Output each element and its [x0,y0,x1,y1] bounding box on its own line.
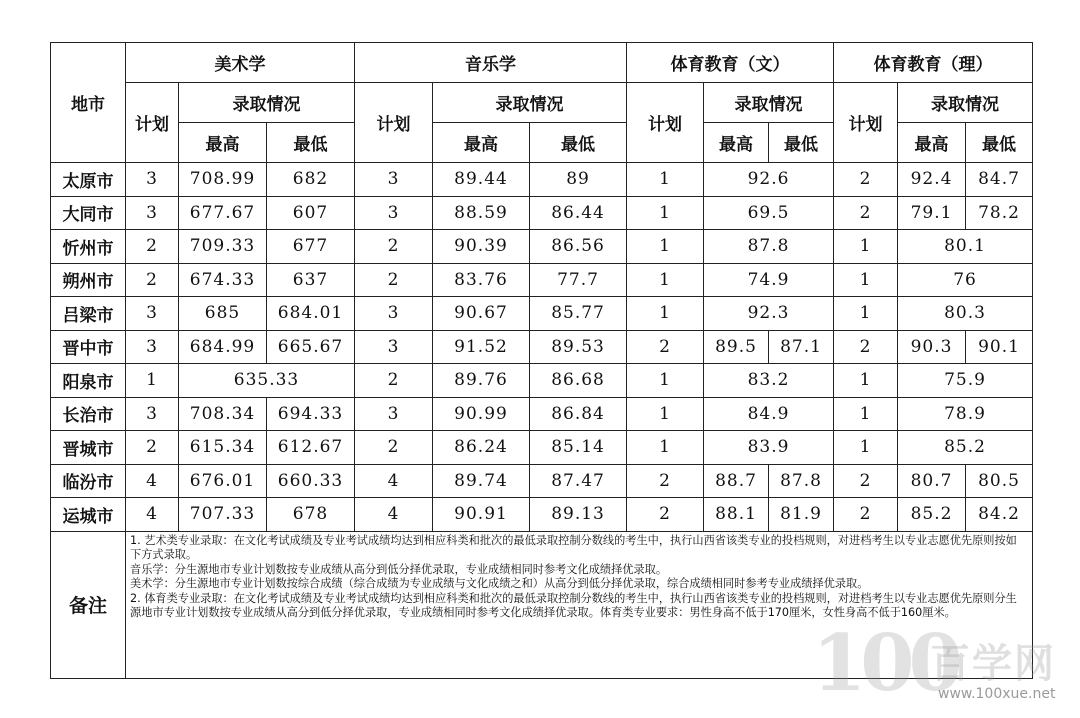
art-plan-cell: 4 [126,498,179,532]
header-music-high: 最高 [433,123,530,163]
remarks-text [126,531,1033,678]
music-low-cell: 85.77 [530,297,627,331]
city-cell: 晋中市 [51,330,126,364]
table-row [51,498,1033,532]
pe-li-score-cell: 78.9 [898,397,1033,431]
music-low-cell: 89.53 [530,330,627,364]
header-pe-wen-plan: 计划 [627,83,704,163]
city-cell: 晋城市 [51,431,126,465]
table-row [51,196,1033,230]
art-low-cell: 682 [267,163,355,197]
pe-li-plan-cell: 2 [834,330,898,364]
pe-li-score-cell: 85.2 [898,431,1033,465]
music-plan-cell: 2 [355,431,433,465]
art-low-cell: 677 [267,230,355,264]
pe-wen-low-cell: 87.8 [769,464,834,498]
art-plan-cell: 3 [126,330,179,364]
art-high-cell: 677.67 [179,196,267,230]
pe-li-plan-cell: 1 [834,364,898,398]
music-low-cell: 85.14 [530,431,627,465]
pe-li-plan-cell: 1 [834,397,898,431]
art-low-cell: 665.67 [267,330,355,364]
pe-li-plan-cell: 1 [834,230,898,264]
header-art-admission: 录取情况 [179,83,355,123]
remarks-label: 备注 [51,531,126,678]
table-row [51,364,1033,398]
music-plan-cell: 3 [355,196,433,230]
music-low-cell: 89 [530,163,627,197]
art-low-cell: 678 [267,498,355,532]
music-high-cell: 88.59 [433,196,530,230]
city-cell: 运城市 [51,498,126,532]
pe-li-plan-cell: 2 [834,498,898,532]
pe-wen-high-cell: 88.7 [704,464,769,498]
header-row-admission [51,83,1033,123]
header-pe-li-admission: 录取情况 [898,83,1033,123]
music-low-cell: 86.56 [530,230,627,264]
pe-wen-score-cell: 92.3 [704,297,834,331]
art-low-cell: 607 [267,196,355,230]
art-high-cell: 708.99 [179,163,267,197]
pe-wen-plan-cell: 1 [627,431,704,465]
header-art-plan: 计划 [126,83,179,163]
header-pe-wen: 体育教育（文） [627,43,834,83]
city-cell: 朔州市 [51,263,126,297]
pe-li-low-cell: 80.5 [966,464,1033,498]
pe-wen-high-cell: 88.1 [704,498,769,532]
music-plan-cell: 2 [355,230,433,264]
music-high-cell: 90.99 [433,397,530,431]
art-high-cell: 708.34 [179,397,267,431]
header-music-plan: 计划 [355,83,433,163]
music-high-cell: 89.44 [433,163,530,197]
music-low-cell: 87.47 [530,464,627,498]
music-high-cell: 89.74 [433,464,530,498]
art-plan-cell: 1 [126,364,179,398]
table-row [51,297,1033,331]
header-music-low: 最低 [530,123,627,163]
art-score-cell: 635.33 [179,364,355,398]
pe-li-low-cell: 84.2 [966,498,1033,532]
music-high-cell: 90.39 [433,230,530,264]
pe-li-plan-cell: 1 [834,297,898,331]
music-plan-cell: 3 [355,330,433,364]
pe-li-high-cell: 79.1 [898,196,966,230]
remarks-row [51,531,1033,678]
city-cell: 临汾市 [51,464,126,498]
art-plan-cell: 4 [126,464,179,498]
music-high-cell: 90.91 [433,498,530,532]
table-row [51,330,1033,364]
music-plan-cell: 3 [355,163,433,197]
art-plan-cell: 3 [126,397,179,431]
pe-li-high-cell: 92.4 [898,163,966,197]
art-plan-cell: 2 [126,230,179,264]
header-pe-wen-low: 最低 [769,123,834,163]
art-plan-cell: 2 [126,263,179,297]
pe-li-score-cell: 75.9 [898,364,1033,398]
pe-li-low-cell: 90.1 [966,330,1033,364]
pe-li-high-cell: 85.2 [898,498,966,532]
header-city: 地市 [51,43,126,163]
music-low-cell: 86.84 [530,397,627,431]
pe-wen-plan-cell: 2 [627,464,704,498]
pe-li-plan-cell: 2 [834,464,898,498]
music-low-cell: 86.44 [530,196,627,230]
table-row [51,464,1033,498]
music-plan-cell: 3 [355,297,433,331]
music-high-cell: 86.24 [433,431,530,465]
art-low-cell: 637 [267,263,355,297]
music-plan-cell: 2 [355,364,433,398]
pe-li-low-cell: 84.7 [966,163,1033,197]
art-high-cell: 685 [179,297,267,331]
city-cell: 阳泉市 [51,364,126,398]
header-pe-li-high: 最高 [898,123,966,163]
art-high-cell: 709.33 [179,230,267,264]
city-cell: 大同市 [51,196,126,230]
pe-wen-high-cell: 89.5 [704,330,769,364]
art-plan-cell: 2 [126,431,179,465]
pe-wen-score-cell: 69.5 [704,196,834,230]
art-low-cell: 684.01 [267,297,355,331]
pe-wen-score-cell: 83.2 [704,364,834,398]
remark-line: 美术学：分生源地市专业计划数按综合成绩（综合成绩为专业成绩与文化成绩之和）从高分到低分择优录取，综合成绩相同时参考专业成绩择优录取。 [130,577,869,591]
pe-li-plan-cell: 2 [834,196,898,230]
art-high-cell: 615.34 [179,431,267,465]
pe-wen-plan-cell: 2 [627,498,704,532]
admission-score-table [50,42,1033,679]
art-low-cell: 694.33 [267,397,355,431]
music-plan-cell: 3 [355,397,433,431]
pe-li-plan-cell: 1 [834,263,898,297]
music-high-cell: 83.76 [433,263,530,297]
music-low-cell: 89.13 [530,498,627,532]
table-row [51,163,1033,197]
art-plan-cell: 3 [126,163,179,197]
header-pe-wen-high: 最高 [704,123,769,163]
pe-wen-score-cell: 87.8 [704,230,834,264]
pe-wen-plan-cell: 1 [627,263,704,297]
art-high-cell: 707.33 [179,498,267,532]
pe-li-score-cell: 80.1 [898,230,1033,264]
music-low-cell: 77.7 [530,263,627,297]
music-low-cell: 86.68 [530,364,627,398]
pe-li-plan-cell: 2 [834,163,898,197]
art-high-cell: 674.33 [179,263,267,297]
art-plan-cell: 3 [126,297,179,331]
remark-line: 2. 体育类专业录取：在文化考试成绩及专业考试成绩均达到相应科类和批次的最低录取控制分数线的考生中，执行山西省该类专业的投档规则，对进档考生以专业志愿优先原则分生源地市专业计划数按专业成绩从高分到低分择优录取，专业成绩相同时参考文化成绩择优录取。体育类专业要求：男性身高不低于170厘米，女性身高不低于160厘米。 [130,591,1017,620]
pe-wen-plan-cell: 1 [627,297,704,331]
city-cell: 太原市 [51,163,126,197]
pe-li-plan-cell: 1 [834,431,898,465]
art-low-cell: 660.33 [267,464,355,498]
watermark-url: www.100xue.net [938,686,1056,702]
table-row [51,397,1033,431]
table-row [51,230,1033,264]
pe-wen-score-cell: 83.9 [704,431,834,465]
header-pe-li-plan: 计划 [834,83,898,163]
remark-line: 音乐学：分生源地市专业计划数按专业成绩从高分到低分择优录取，专业成绩相同时参考文化成绩择优录取。 [130,562,668,576]
pe-wen-plan-cell: 1 [627,196,704,230]
header-art-high: 最高 [179,123,267,163]
pe-wen-plan-cell: 1 [627,230,704,264]
art-plan-cell: 3 [126,196,179,230]
pe-li-high-cell: 80.7 [898,464,966,498]
pe-wen-low-cell: 87.1 [769,330,834,364]
pe-wen-low-cell: 81.9 [769,498,834,532]
table-row [51,431,1033,465]
music-high-cell: 89.76 [433,364,530,398]
city-cell: 忻州市 [51,230,126,264]
watermark-text: 百学网 [930,641,1056,687]
pe-wen-plan-cell: 1 [627,163,704,197]
pe-wen-plan-cell: 1 [627,397,704,431]
art-high-cell: 676.01 [179,464,267,498]
music-plan-cell: 4 [355,464,433,498]
header-pe-wen-admission: 录取情况 [704,83,834,123]
pe-wen-score-cell: 92.6 [704,163,834,197]
pe-wen-plan-cell: 1 [627,364,704,398]
music-high-cell: 90.67 [433,297,530,331]
watermark-number: 100 [812,618,957,709]
music-plan-cell: 4 [355,498,433,532]
music-high-cell: 91.52 [433,330,530,364]
pe-wen-score-cell: 84.9 [704,397,834,431]
art-high-cell: 684.99 [179,330,267,364]
pe-wen-plan-cell: 2 [627,330,704,364]
music-plan-cell: 2 [355,263,433,297]
art-low-cell: 612.67 [267,431,355,465]
header-pe-li-low: 最低 [966,123,1033,163]
remark-line: 1. 艺术类专业录取：在文化考试成绩及专业考试成绩均达到相应科类和批次的最低录取控制分数线的考生中，执行山西省该类专业的投档规则，对进档考生以专业志愿优先原则按如下方式录取。 [130,533,1017,562]
pe-wen-score-cell: 74.9 [704,263,834,297]
pe-li-high-cell: 90.3 [898,330,966,364]
header-music: 音乐学 [355,43,627,83]
city-cell: 吕梁市 [51,297,126,331]
header-pe-li: 体育教育（理） [834,43,1033,83]
header-art-low: 最低 [267,123,355,163]
pe-li-low-cell: 78.2 [966,196,1033,230]
city-cell: 长治市 [51,397,126,431]
table-row [51,263,1033,297]
header-art: 美术学 [126,43,355,83]
pe-li-score-cell: 80.3 [898,297,1033,331]
pe-li-score-cell: 76 [898,263,1033,297]
header-row-majors [51,43,1033,83]
header-music-admission: 录取情况 [433,83,627,123]
